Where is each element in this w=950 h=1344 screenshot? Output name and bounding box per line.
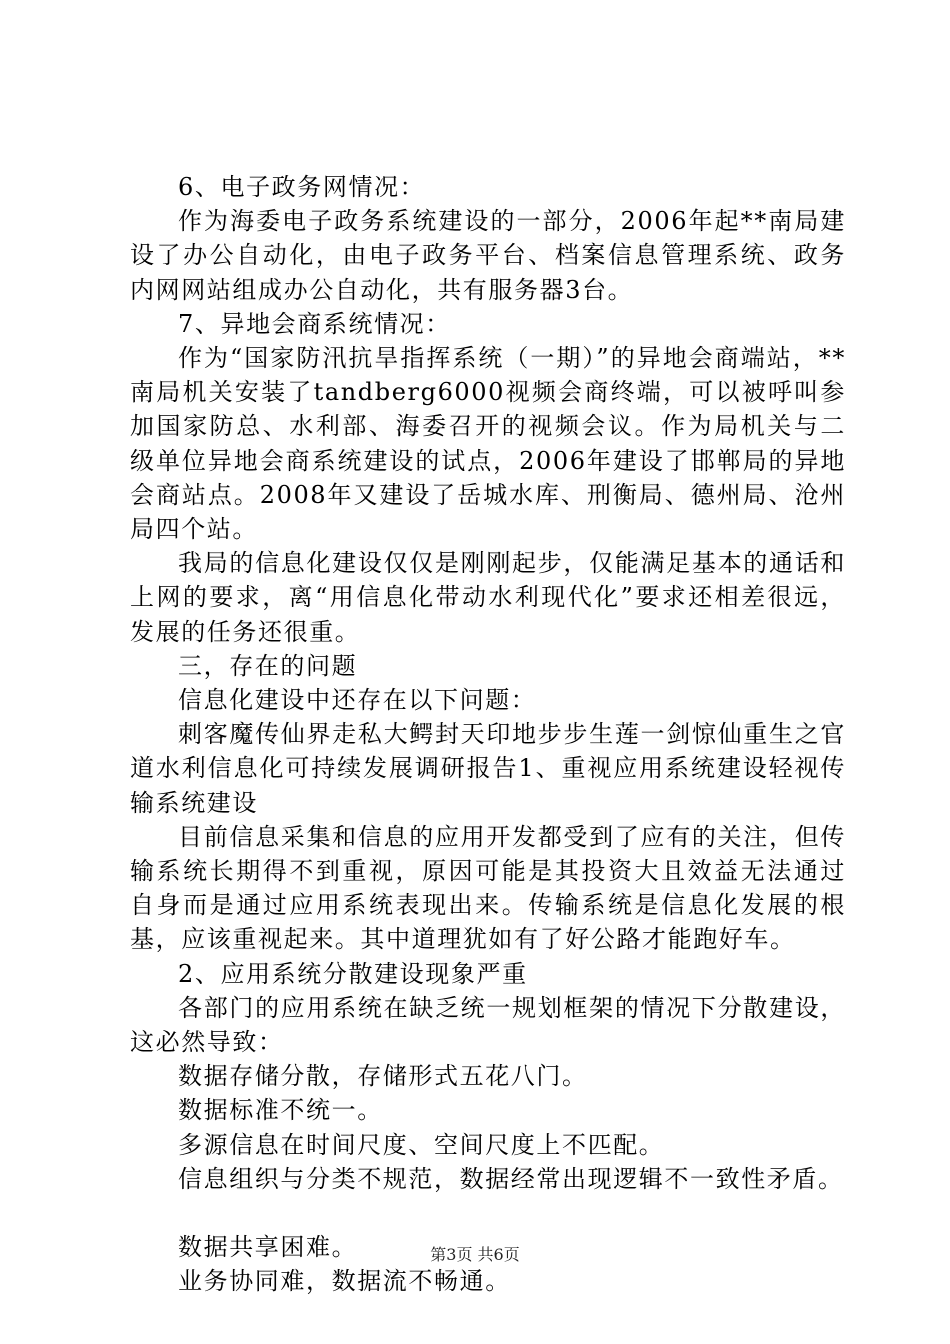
- heading-video-conference: 7、异地会商系统情况：: [178, 309, 451, 338]
- heading-e-government: 6、电子政务网情况：: [178, 173, 426, 201]
- paragraph-scattered-build: 各部门的应用系统在缺乏统一规划框架的情况下分散建设，这必然导致：: [130, 993, 846, 1057]
- list-item-collaboration: 业务协同难，数据流不畅通。: [178, 1267, 511, 1296]
- list-item-scale-mismatch: 多源信息在时间尺度、空间尺度上不匹配。: [178, 1130, 665, 1159]
- paragraph-transmission: 目前信息采集和信息的应用开发都受到了应有的关注，但传输系统长期得不到重视，原因可能是其投资大且效益无法通过自身而是通过应用系统表现出来。传输系统是信息化发展的根基，应该重视起来。其中道理犹如有了好公路才能跑好车。: [130, 822, 846, 954]
- list-item-storage: 数据存储分散，存储形式五花八门。: [178, 1062, 588, 1091]
- heading-problem-2: 2、应用系统分散建设现象严重: [178, 959, 528, 988]
- paragraph-video-conference: 作为“国家防汛抗旱指挥系统（一期）”的异地会商端站，**南局机关安装了tandberg6000视频会商终端，可以被呼叫参加国家防总、水利部、海委召开的视频会议。作为局机关与二级单位异地会商系统建设的试点，2006年建设了邯郸局的异地会商站点。2008年又建设了岳城水库、刑衡局、德州局、沧州局四个站。: [130, 344, 846, 544]
- paragraph-problem-1: 刺客魔传仙界走私大鳄封天印地步步生莲一剑惊仙重生之官道水利信息化可持续发展调研报告1、重视应用系统建设轻视传输系统建设: [130, 720, 846, 817]
- list-item-standards: 数据标准不统一。: [178, 1096, 383, 1125]
- page-footer: 第3页 共6页: [430, 1245, 520, 1264]
- list-item-organization: 信息组织与分类不规范，数据经常出现逻辑不一致性矛盾。: [178, 1164, 844, 1193]
- heading-problems: 三，存在的问题: [178, 651, 358, 680]
- blank-line: [130, 1196, 846, 1230]
- paragraph-summary: 我局的信息化建设仅仅是刚刚起步，仅能满足基本的通话和上网的要求，离“用信息化带动水利现代化”要求还相差很远，发展的任务还很重。: [130, 549, 846, 646]
- document-body: [130, 170, 846, 1299]
- paragraph-problems-intro: 信息化建设中还存在以下问题：: [178, 686, 537, 715]
- paragraph-e-government: 作为海委电子政务系统建设的一部分，2006年起**南局建设了办公自动化，由电子政务平台、档案信息管理系统、政务内网网站组成办公自动化，共有服务器3台。: [130, 207, 846, 304]
- list-item-sharing: 数据共享困难。: [178, 1233, 358, 1262]
